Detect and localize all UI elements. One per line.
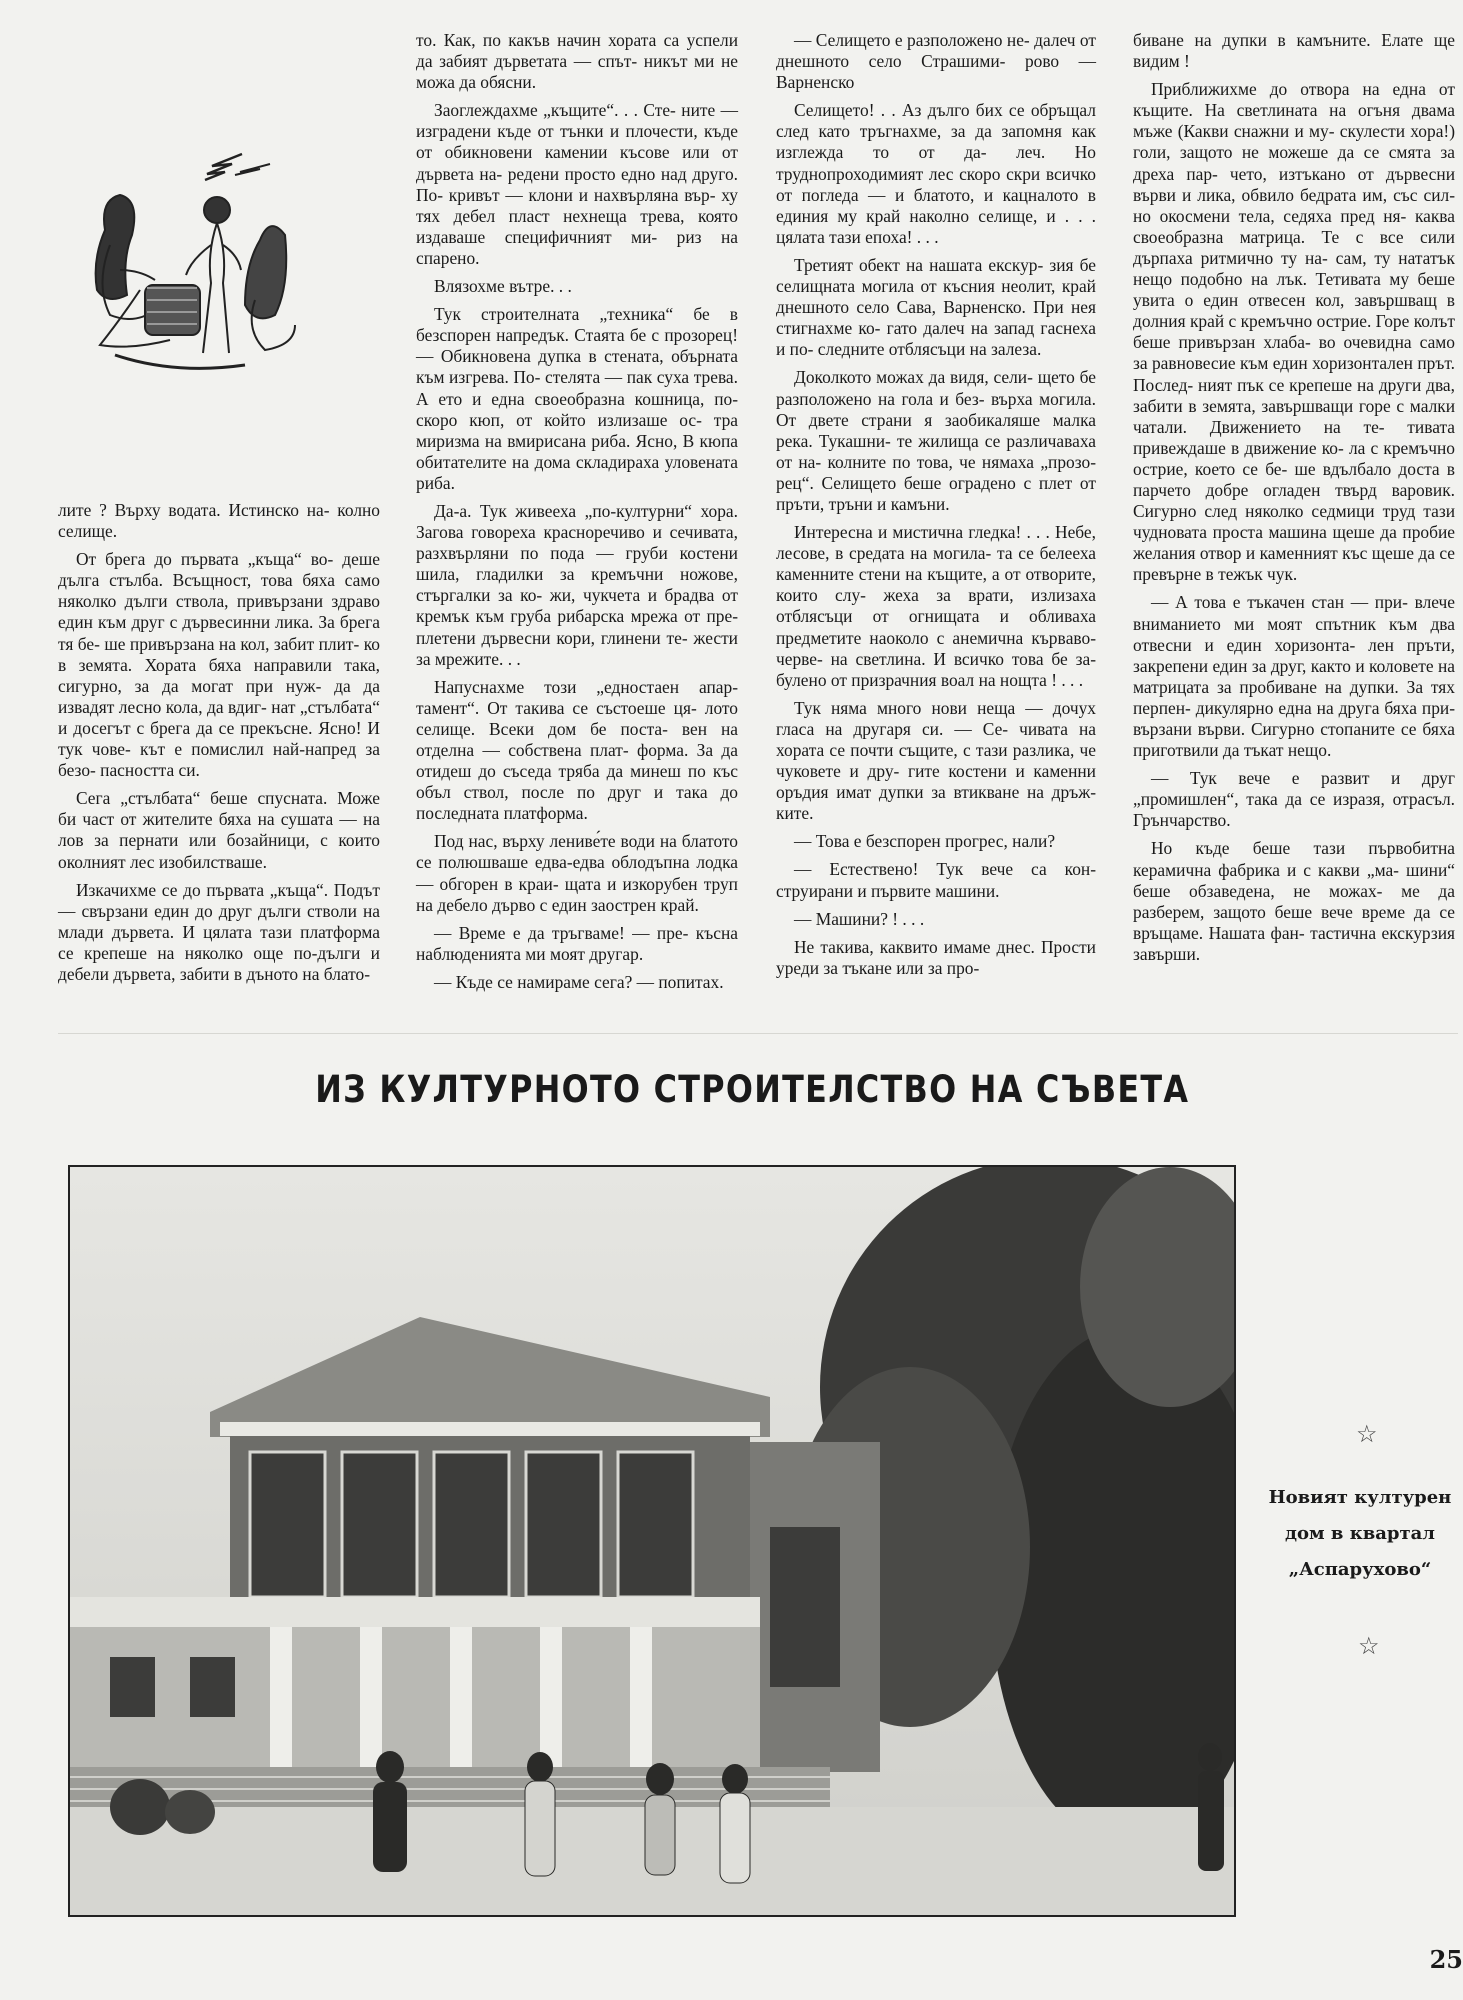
paragraph: Доколкото можах да видя, сели- щето бе разположено на гола и без- върха могила. От двете страни я заобикаляше малка река. Тукашни- те жилища се различаваха от на- колните по това, че нямаха „прозо- рец“. Селището беше оградено с плет от пръти, тръни и камъни. [776, 367, 1096, 514]
paragraph: От брега до първата „къща“ во- деше дълга стълба. Всъщност, това бяха само няколко дълги ствола, привързани здраво един към друг с дървесинни лика. За брега тя бе- ше привързана на кол, забит плит- ко в земята. Хората бяха направили така, сигурно, за да могат при нуж- да да извадят лесно кола, да вдиг- нат „стълбата“ и досегът с брега да се прекъсне. Ясно! И тук чове- кът е помислил най-напред за безо- пасността си. [58, 549, 380, 781]
paragraph: Напуснахме този „едностаен апар- тамент“. От такива се състоеше ця- лото селище. Всеки дом бе поста- вен на отделна — собствена плат- форма. За да отидеш до съседа тряба да минеш по къс объл ствол, после по друг и така до последната платформа. [416, 676, 738, 824]
paragraph: Селището! . . Аз дълго бих се обръщал след като тръгнахме, за да запомня как изглежда то от да- леч. Но труднопроходимият лес скоро скри всичко от погледа — и блатото, и кацналото в единия му край наколно селище, и . . . цялата тази епоха! . . . [776, 100, 1096, 247]
photo-caption [1260, 1480, 1460, 1588]
text-column-4 [1133, 30, 1455, 972]
paragraph: Изкачихме се до първата „къща“. Подът — свързани един до друг дълги стволи на млади дървета. И цялата тази платформа се крепеше на няколко още по-дълги и дебели дървета, забити в дъното на блато- [58, 879, 380, 984]
paragraph: лите ? Върху водата. Истинско на- колно селище. [58, 500, 380, 542]
paragraph: Тук няма много нови неща — дочух гласа на другаря си. — Се- чивата на хората се почти същите, с тази разлика, че чуковете и дру- гите костени и каменни оръдия имат дупки за втикване на дръж- ките. [776, 697, 1096, 824]
section-headline: ИЗ КУЛТУРНОТО СТРОИТЕЛСТВО НА СЪВЕТА [315, 1068, 1190, 1111]
paragraph: — Машини? ! . . . [794, 908, 925, 929]
caption-line: Новият културен [1268, 1487, 1452, 1508]
paragraph: — Това е безспорен прогрес, нали? [794, 831, 1056, 852]
caption-line: „Аспарухово“ [1288, 1559, 1432, 1580]
paragraph: Не такива, каквито имаме днес. Прости уреди за тъкане или за про- [776, 936, 1096, 978]
paragraph: биване на дупки в камъните. Елате ще видим ! [1133, 30, 1455, 72]
paragraph: — Естествено! Тук вече са кон- струирани и първите машини. [776, 859, 1096, 901]
paragraph: Приближихме до отвора на една от къщите. На светлината на огъня двама мъже (Какви снажни и му- скулести хора!) голи, защото не можеше да се смята за дреха пар- чето, изтъкано от дървесни върви и лика, обвило бедрата им, със сил- но окосмени тела, седяха пред ня- каква своеобразна матрица. Те с все сили дърпаха ритмично ту на- сам, ту нататък нещо подобно на лък. Тетивата му беше увита о един отвесен кол, завършващ в долния край с кремъчно острие. Горе колът беше привързан хлаба- во очевидна само за равновесие към един хоризонтален прът. Послед- ният пък се крепеше на други два, забити в земята, завършващи горе с малки чатали. Движението на те- тивата привеждаше в движение ко- ла с кремъчно острие, което се бе- ше вдълбало доста в парчето добре огладен твърд варовик. Сигурно след няколко седмици труд тази чудновата проста машина щеше да пробие желания отвор и каменният къс щеше да се превърне в тежък чук. [1133, 79, 1455, 585]
paragraph: — Тук вече е развит и друг „промишлен“, така да се изразя, отрасъл. Грънчарство. [1133, 768, 1455, 831]
paragraph: то. Как, по какъв начин хората са успели да забият дърветата — спът- никът ми не можа да обясни. [416, 30, 738, 93]
paragraph: Под нас, върху лениве́те води на блатото се полюшваше едва-едва облодъпна лодка — обгорен в краи- щата и изкорубен труп на дебело дърво с един заострен край. [416, 831, 738, 915]
paragraph: — Време е да тръгваме! — пре- късна наблюденията ми моят другар. [416, 922, 738, 964]
photo-illustration [70, 1167, 1234, 1915]
paragraph: Заоглеждахме „къщите“. . . Сте- ните — изградени къде от тънки и плочести, къде от обикновени камении късове или от дървета на- редени просто едно над друго. По- кривът — клони и нахвърляна вър- ху тях дебел пласт нехнеща трева, която издаваше специфичният ми- риз на спарено. [416, 100, 738, 268]
paragraph: Но къде беше тази първобитна керамична фабрика и с какви „ма- шини“ беше обзаведена, не можах- ме да разберем, защото беше вече време да се връщаме. Нашата фан- тастична екскурзия завърши. [1133, 838, 1455, 964]
star-ornament-top: ☆ [1356, 1422, 1378, 1448]
paragraph: — Къде се намираме сега? — попитах. [434, 971, 724, 992]
text-column-1 [58, 500, 380, 992]
star-ornament-bottom: ☆ [1358, 1634, 1380, 1660]
paragraph: Интересна и мистична гледка! . . . Небе, лесове, в средата на могила- та се белееха каменните стени на къщите, а от отворите, които слу- жеха за врати, излизаха отблясъци от огнищата и обливаха предметите наоколо с анемична кървaво-черве- на светлина. И всичко това бе за- булено от призрачния воал на нощта ! . . . [776, 522, 1096, 690]
photo-cultural-house [68, 1165, 1236, 1917]
paragraph: Влязохме вътре. . . [434, 276, 572, 297]
paragraph: Сега „стълбата“ беше спусната. Може би част от жителите бяха на сушата — на лов за пернати или бозайници, с които околният лес изобилстваше. [58, 788, 380, 872]
text-column-3 [776, 30, 1096, 986]
illustration-woman-child [85, 150, 350, 395]
text-column-2 [416, 30, 738, 1000]
section-divider [58, 1033, 1458, 1034]
caption-line: дом в квартал [1285, 1523, 1435, 1544]
paragraph: Третият обект на нашата екскур- зия бе селищната могила от късния неолит, край днешното село Сава, Варненско. При нея стигнахме ко- гато далеч на запад гаснеха и по- следните отблясъци на залеза. [776, 254, 1096, 360]
paragraph: Тук строителната „техника“ бе в безспорен напредък. Стаята бе с прозорец! — Обикновена дупка в стената, обърната към изгрева. По- стелята — пак суха трева. А ето и една своеобразна кошница, по- скоро кюп, от който излизаше ос- тра миризма на вмирисана риба. Ясно, В кюпа обитателите на дома складираха уловената риба. [416, 304, 738, 493]
page-number: 25 [1429, 1945, 1463, 1974]
paragraph: Да-а. Тук живееха „по-културни“ хора. Загова говореха красноречиво и сечивата, разхвърляни по пода — груби костени шила, гладилки за кремъчни ножове, стъргалки за ко- жи, чукчета и брадва от кремък към груба рибарска мрежа от пре- плетени дървесни кори, глинени те- жести за мрежите. . . [416, 500, 738, 669]
paragraph: — А това е тъкачен стан — при- влече вниманието ми моят спътник към два отвесни и един хоризонта- лен пръти, закрепени един за друг, както и коловете на матрицата за пробиване на дупки. За тях перпен- дикулярно една на друга бяха при- вързани върви. Сигурно стопаните се бяха приготвили да тъкат нещо. [1133, 592, 1455, 761]
paragraph: — Селището е разположено не- далеч от днешното село Страшими- рово — Варненско [776, 30, 1096, 93]
